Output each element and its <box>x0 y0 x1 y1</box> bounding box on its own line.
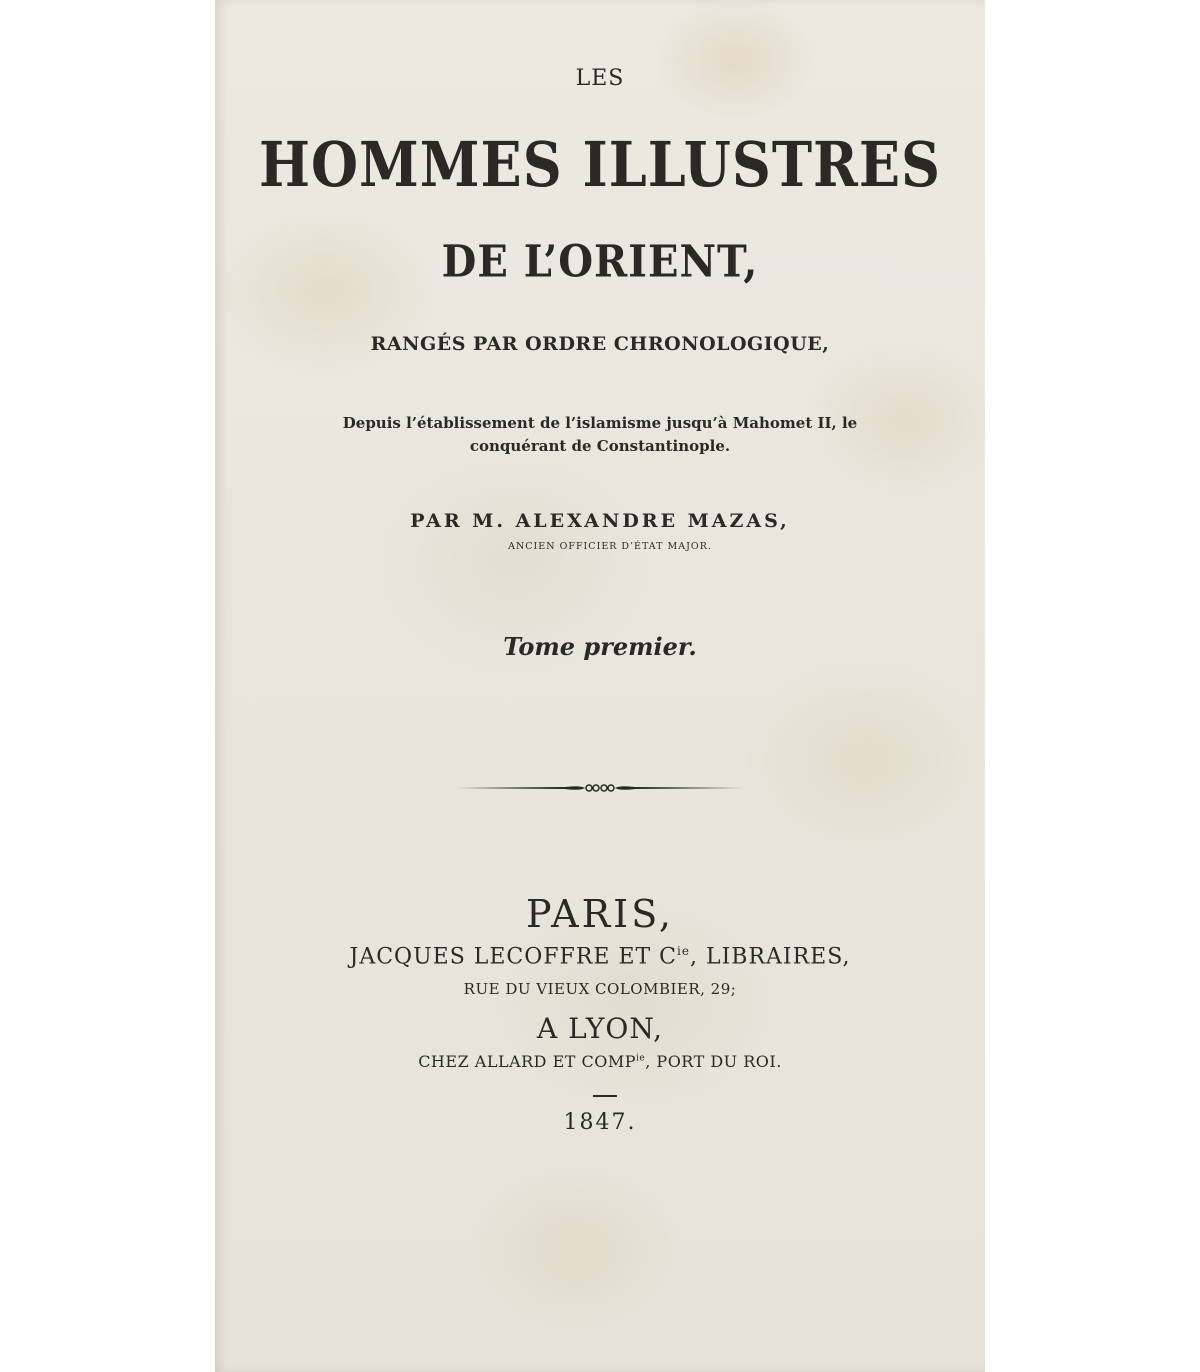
title-page <box>215 0 985 1372</box>
volume-label: Tome premier. <box>503 632 697 661</box>
imprint-second-publisher: CHEZ ALLARD ET $COMP^{ie}$, PORT DU ROI. <box>418 1052 782 1071</box>
author-name: PAR M. ALEXANDRE MAZAS, <box>410 510 790 532</box>
main-title-continued: DE L’ORIENT, <box>441 235 759 288</box>
imprint-city: PARIS, <box>526 892 674 936</box>
divider-dash <box>593 1095 617 1097</box>
publication-year: 1847. <box>563 1110 637 1135</box>
imprint-publisher: JACQUES LECOFFRE ET $C^{ie}$, LIBRAIRES, <box>349 944 851 970</box>
imprint-address: RUE DU VIEUX COLOMBIER, 29; <box>463 980 737 998</box>
description-line-1: Depuis l’établissement de l’islamisme jusqu’à Mahomet II, le <box>342 414 858 432</box>
imprint-second-city: A LYON, <box>537 1012 663 1045</box>
main-title: HOMMES ILLUSTRES <box>258 127 942 201</box>
description-line-2: conquérant de Constantinople. <box>469 437 731 455</box>
subtitle: RANGÉS PAR ORDRE CHRONOLOGIQUE, <box>370 333 830 355</box>
title-article: LES <box>575 66 625 91</box>
ornamental-rule-icon <box>455 780 745 796</box>
author-title: ANCIEN OFFICIER D’ÉTAT MAJOR. <box>508 541 712 552</box>
